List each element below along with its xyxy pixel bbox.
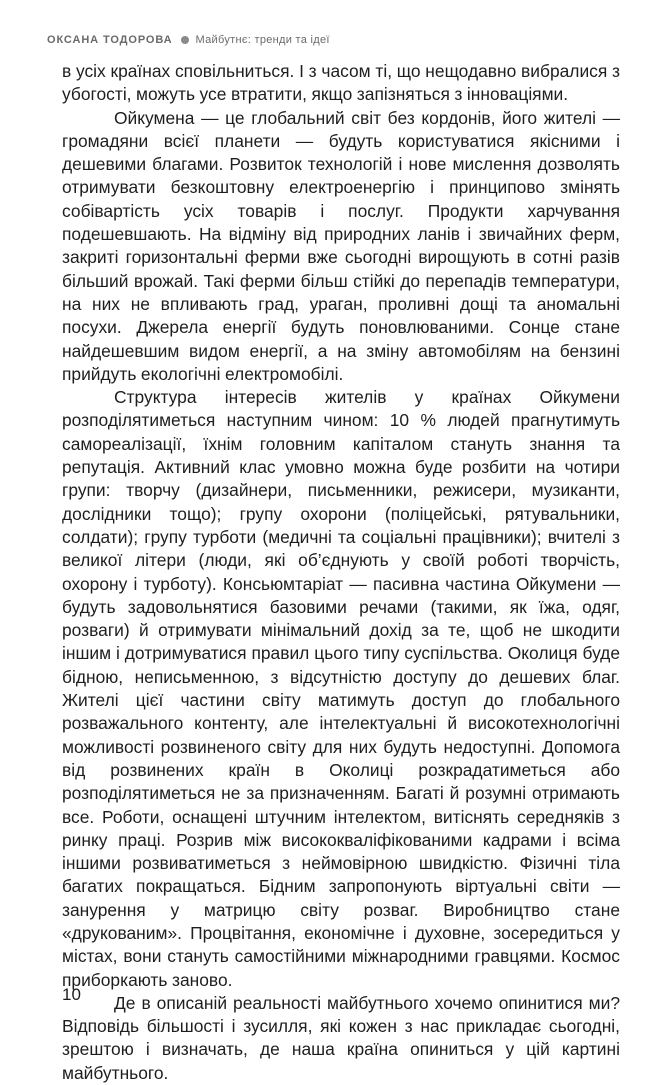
paragraph-structure: Структура інтересів жителів у країнах Ойкумени розподілятиметься наступним чином: 10 % людей прагнутимуть самореалізації, їхнім головним капіталом стануть знання та репутація. Активний клас умовно можна буде розбити на чотири групи: творчу (дизайнери, письменники, режисери, музиканти, дослідники тощо); групу охорони (поліцейські, рятувальники, солдати); групу турботи (медичні та соціальні працівники); вчителі з великої літери (люди, які об’єднують у своїй роботі творчість, охорону і турботу). Консьюмтаріат — пасивна частина Ойкумени — будуть задовольнятися базовими речами (такими, як їжа, одяг, розваги) й отримувати мінімальний дохід за те, щоб не шкодити іншим і дотримуватися правил цього типу суспільства. Околиця буде бідною, неписьменною, з відсутністю доступу до дешевих благ. Жителі цієї частини світу матимуть доступ до глобального розважального контенту, але інтелектуальні й високотехнологічні можливості розвиненого світу для них будуть недоступні. Допомога від розвинених країн в Околиці розкрадатиметься або розподілятиметься не за призначенням. Багаті й розумні отримають все. Роботи, оснащені штучним інтелектом, витіснять середняків з ринку праці. Розрив між висококваліфікованими кадрами і всіма іншими розвиватиметься з неймовірною швидкістю. Фізичні тіла багатих покращаться. Бідним запропонують віртуальні світи — занурення у матрицю світу розваг. Виробництво стане «друкованим». Процвітання, економічне і духовне, зосередиться у містах, вони стануть самостійними міжнародними гравцями. Космос приборкають заново. (62, 387, 620, 990)
header-author: ОКСАНА ТОДОРОВА (47, 34, 173, 46)
page-number: 10 (62, 985, 81, 1004)
paragraph-oikumena: Ойкумена — це глобальний світ без кордонів, його жителі — громадяни всієї планети — будуть користуватися якісними і дешевими благами. Розвиток технологій і нове мислення дозволять отримувати безкоштовну електроенергію і принципово змінять собівартість усіх товарів і послуг. Продукти харчування подешевшають. На відміну від природних ланів і звичайних ферм, закриті горизонтальні ферми вже сьогодні вирощують в сотні разів більший врожай. Такі ферми більш стійкі до перепадів температури, на них не впливають град, ураган, проливні дощі та аномальні посухи. Джерела енергії будуть поновлюваними. Сонце стане найдешевшим видом енергії, а на зміну автомобілям на бензині прийдуть екологічні електромобілі. (62, 107, 620, 384)
header-book-title: Майбутнє: тренди та ідеї (195, 34, 330, 46)
body-text (62, 60, 620, 1085)
running-header (47, 34, 330, 46)
paragraph-question: Де в описаній реальності майбутнього хочемо опинитися ми? Відповідь більшості і зусилля, які кожен з нас прикладає сьогодні, зрештою і визначать, де наша країна опиниться у цій картині майбутнього. (62, 992, 620, 1083)
paragraph-continued: в усіх країнах сповільниться. І з часом ті, що нещодавно вибралися з убогості, можуть усе втратити, якщо запізняться з інноваціями. (62, 61, 620, 105)
bullet-dot-icon (181, 36, 189, 44)
